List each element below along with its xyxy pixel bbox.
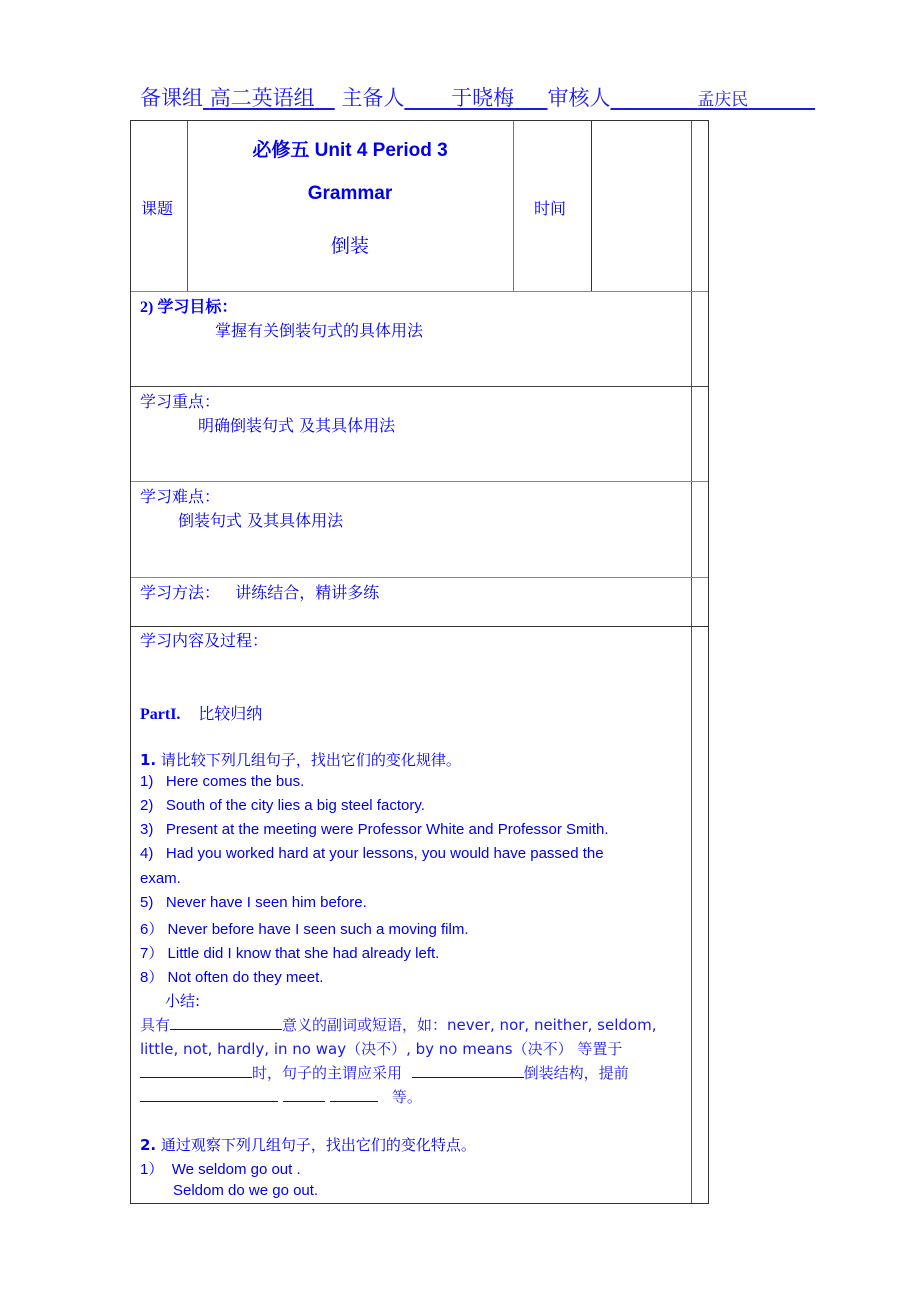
fill-blank[interactable] [412, 1063, 524, 1078]
lesson-plan-table [130, 120, 709, 1204]
row-divider [131, 386, 708, 387]
row-divider [131, 577, 708, 578]
preparer-label: 主备人 [341, 86, 405, 110]
title-col-divider-2 [513, 121, 514, 291]
fill-blank[interactable] [283, 1087, 325, 1102]
row-divider [131, 291, 708, 292]
row-divider [131, 626, 708, 627]
list-item: 8） Not often do they meet. [140, 969, 324, 986]
part1-heading: PartI. 比较归纳 [140, 704, 263, 723]
group-value: 高二英语组 [209, 86, 315, 110]
time-label: 时间 [534, 199, 567, 218]
fill-blank[interactable] [330, 1087, 378, 1102]
reviewer-label: 审核人 [547, 86, 611, 110]
difficulties-content: 倒装句式 及其具体用法 [178, 511, 344, 530]
document-header [140, 82, 815, 112]
reviewer-value: 孟庆民 [697, 90, 749, 110]
list-item: 1) Here comes the bus. [140, 773, 305, 790]
preparer-value: 于晓梅 [451, 86, 515, 110]
summary-label: 小结: [165, 992, 201, 1010]
summary-line-2: little, not, hardly, in no way（决不）, by no means（决不） 等置于 [140, 1040, 623, 1058]
question-1-prompt: 1. 请比较下列几组句子，找出它们的变化规律。 [140, 751, 461, 769]
summary-line-3: 时，句子的主谓应采用 倒装结构，提前 [140, 1062, 629, 1083]
group-label: 备课组 [140, 86, 203, 110]
list-item: 2) South of the city lies a big steel factory. [140, 797, 425, 814]
right-column-divider [691, 121, 692, 1203]
row-divider [131, 481, 708, 482]
summary-line-4: 等。 [140, 1086, 422, 1107]
difficulties-label: 学习难点： [140, 487, 221, 506]
list-item: 3) Present at the meeting were Professor White and Professor Smith. [140, 821, 609, 838]
fill-blank[interactable] [170, 1015, 282, 1030]
fill-blank[interactable] [140, 1087, 278, 1102]
topic-label: 课题 [141, 199, 174, 218]
lesson-title-line2: Grammar [307, 183, 393, 204]
list-item-continuation: Seldom do we go out. [173, 1182, 319, 1199]
objectives-content: 掌握有关倒装句式的具体用法 [215, 321, 424, 340]
key-points-label: 学习重点： [140, 392, 221, 411]
objectives-label: 2) 学习目标： [140, 299, 238, 316]
content-label: 学习内容及过程： [140, 631, 269, 650]
fill-blank[interactable] [140, 1063, 252, 1078]
lesson-title-line3: 倒装 [330, 235, 369, 257]
title-col-divider-3 [591, 121, 592, 291]
list-item: 5) Never have I seen him before. [140, 894, 367, 911]
key-points-content: 明确倒装句式 及其具体用法 [198, 416, 396, 435]
list-item: 6） Never before have I seen such a moving film. [140, 921, 469, 938]
list-item: 1） We seldom go out . [140, 1161, 301, 1178]
list-item: 7） Little did I know that she had already left. [140, 945, 440, 962]
list-item: 4) Had you worked hard at your lessons, you would have passed the [140, 845, 604, 862]
summary-line-1: 具有 意义的副词或短语，如：never, nor, neither, seldom, [140, 1016, 657, 1034]
method-label: 学习方法： 讲练结合，精讲多练 [140, 583, 380, 602]
lesson-title-line1: 必修五 Unit 4 Period 3 [252, 140, 448, 161]
method-content: 讲练结合，精讲多练 [235, 583, 380, 602]
list-item-continuation: exam. [140, 870, 181, 887]
question-2-prompt: 2. 通过观察下列几组句子，找出它们的变化特点。 [140, 1136, 476, 1154]
